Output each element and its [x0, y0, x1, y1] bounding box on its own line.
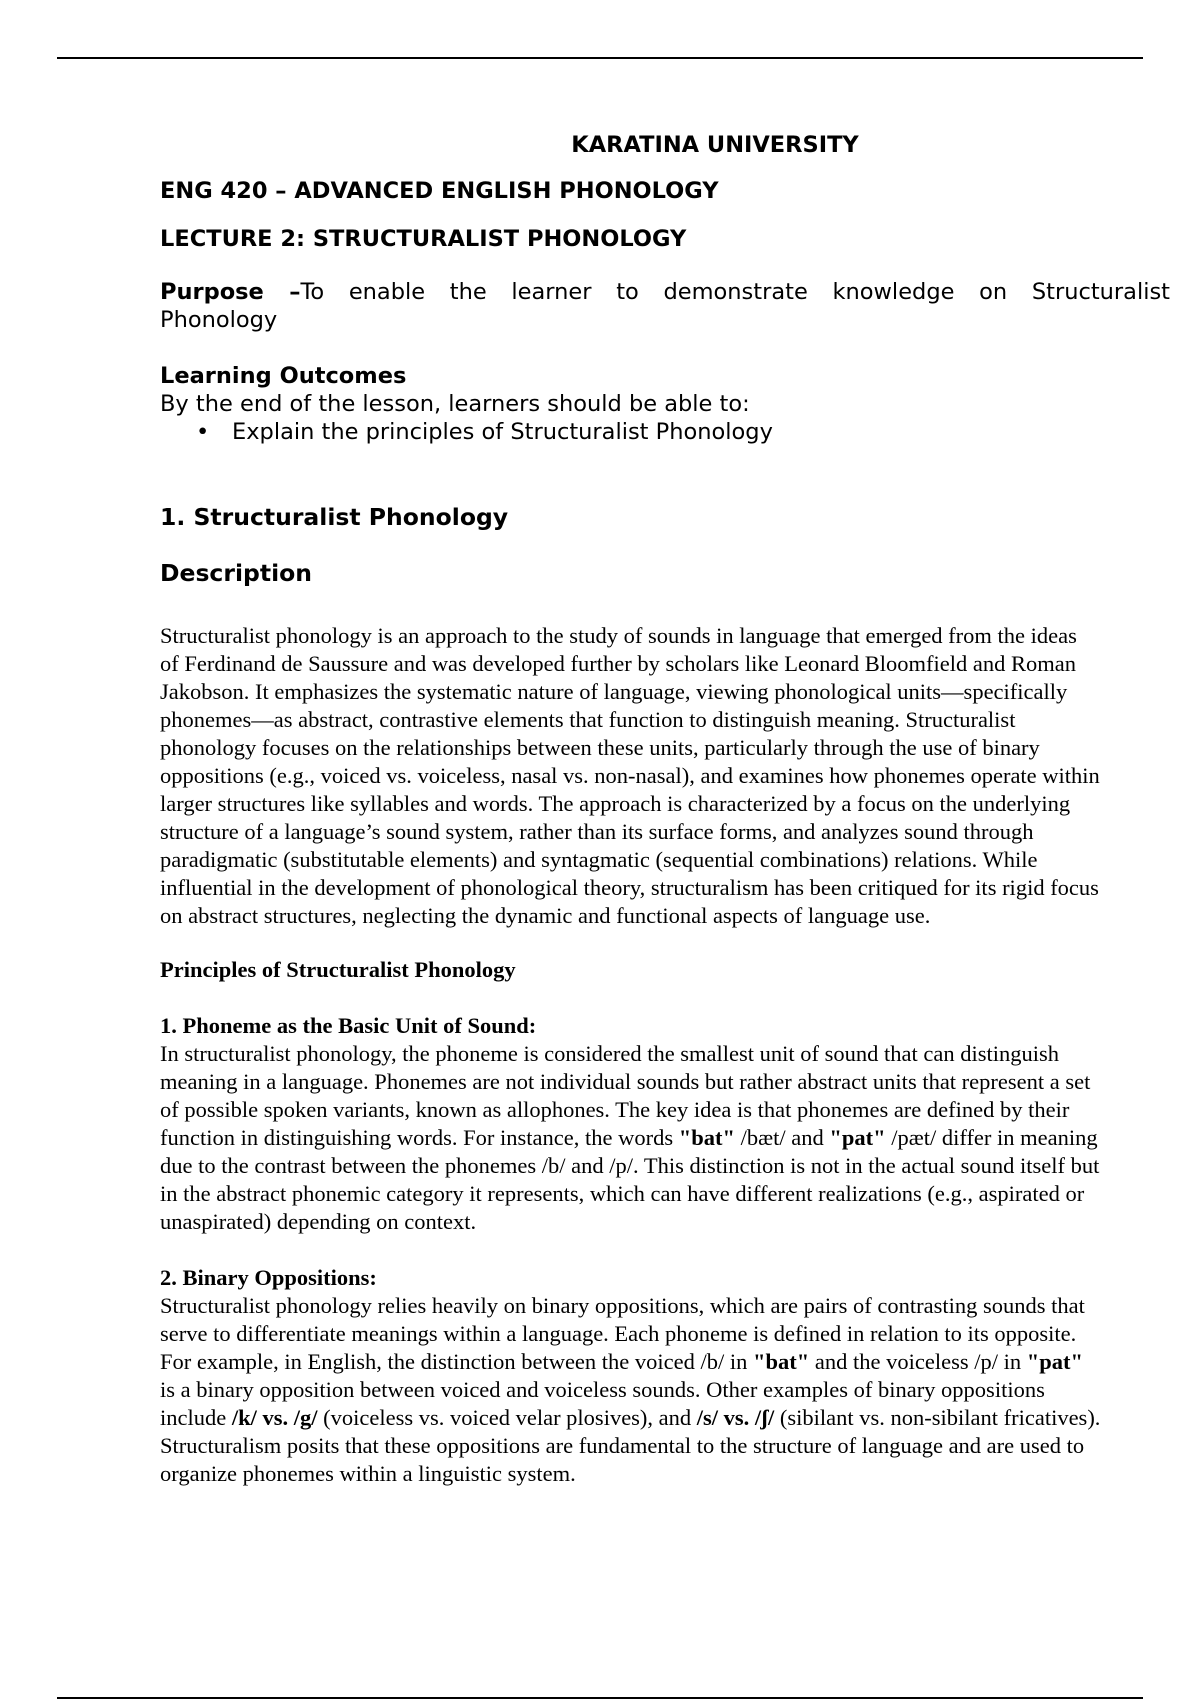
bottom-rule — [57, 1697, 1143, 1699]
description-line: paradigmatic (substitutable elements) and syntagmatic (sequential combinations) relations. While — [160, 847, 1038, 872]
principle-2-paragraph — [160, 1292, 1170, 1488]
description-line: influential in the development of phonological theory, structuralism has been critiqued for its rigid focus — [160, 875, 1099, 900]
purpose-paragraph — [160, 278, 1170, 334]
description-line: Jakobson. It emphasizes the systematic nature of language, viewing phonological units—specifically — [160, 679, 1068, 704]
purpose-label: Purpose – — [160, 279, 301, 305]
university-title: KARATINA UNIVERSITY — [571, 132, 859, 158]
principle-1-line: In structuralist phonology, the phoneme is considered the smallest unit of sound that can distinguish — [160, 1041, 1060, 1066]
text-run: /bæt/ and — [734, 1125, 830, 1150]
principle-1-line: unaspirated) depending on context. — [160, 1209, 477, 1234]
bullet-icon: • — [196, 419, 210, 445]
principle-1-line: due to the contrast between the phonemes /b/ and /p/. This distinction is not in the actual sound itself but — [160, 1153, 1100, 1178]
learning-outcomes-intro: By the end of the lesson, learners should be able to: — [160, 391, 750, 417]
learning-outcomes-title: Learning Outcomes — [160, 363, 407, 389]
text-run: For example, in English, the distinction between the voiced /b/ in — [160, 1349, 754, 1374]
principle-2-line: organize phonemes within a linguistic system. — [160, 1461, 576, 1486]
description-line: structure of a language’s sound system, rather than its surface forms, and analyzes sound through — [160, 819, 1034, 844]
text-run: (sibilant vs. non-sibilant fricatives). — [774, 1405, 1101, 1430]
example-word-bat: "bat" — [753, 1349, 810, 1374]
course-title: ENG 420 – ADVANCED ENGLISH PHONOLOGY — [160, 178, 719, 204]
text-run: and the voiceless /p/ in — [809, 1349, 1027, 1374]
text-run: function in distinguishing words. For instance, the words — [160, 1125, 679, 1150]
example-word-pat: "pat" — [1026, 1349, 1083, 1374]
principle-2-line: Structuralist phonology relies heavily on binary oppositions, which are pairs of contrasting sounds that — [160, 1293, 1085, 1318]
description-line: of Ferdinand de Saussure and was developed further by scholars like Leonard Bloomfield and Roman — [160, 651, 1077, 676]
list-item — [160, 418, 1170, 446]
example-word-pat: "pat" — [829, 1125, 886, 1150]
purpose-line-1 — [160, 278, 1170, 306]
text-run: (voiceless vs. voiced velar plosives), and — [317, 1405, 697, 1430]
description-title: Description — [160, 559, 312, 587]
purpose-text-2: Phonology — [160, 307, 278, 333]
description-line: oppositions (e.g., voiced vs. voiceless, nasal vs. non-nasal), and examines how phonemes operate within — [160, 763, 1100, 788]
text-run: /pæt/ differ in meaning — [885, 1125, 1098, 1150]
example-word-bat: "bat" — [678, 1125, 735, 1150]
description-line: on abstract structures, neglecting the dynamic and functional aspects of language use. — [160, 903, 931, 928]
description-line: larger structures like syllables and words. The approach is characterized by a focus on the underlying — [160, 791, 1071, 816]
lecture-title: LECTURE 2: STRUCTURALIST PHONOLOGY — [160, 226, 687, 252]
description-line: phonology focuses on the relationships between these units, particularly through the use of binary — [160, 735, 1040, 760]
principle-2-line: serve to differentiate meanings within a language. Each phoneme is defined in relation to its opposite. — [160, 1321, 1077, 1346]
description-paragraph — [160, 622, 1170, 930]
principle-2-title: 2. Binary Oppositions: — [160, 1265, 377, 1290]
principle-2-line: is a binary opposition between voiced and voiceless sounds. Other examples of binary oppositions — [160, 1377, 1045, 1402]
purpose-text-1: To enable the learner to demonstrate knowledge on Structuralist — [300, 279, 1171, 305]
principles-title: Principles of Structuralist Phonology — [160, 957, 516, 982]
description-line: phonemes—as abstract, contrastive elements that function to distinguish meaning. Structuralist — [160, 707, 1016, 732]
principle-2-line — [160, 1404, 1170, 1432]
top-rule — [57, 57, 1143, 59]
principle-1-line — [160, 1124, 1170, 1152]
document-page — [160, 128, 1170, 1488]
example-pair-s-sh: /s/ vs. /ʃ/ — [696, 1405, 775, 1430]
principle-1-title: 1. Phoneme as the Basic Unit of Sound: — [160, 1013, 537, 1038]
text-run: include — [160, 1405, 232, 1430]
principle-2-line: Structuralism posits that these oppositions are fundamental to the structure of language and are used to — [160, 1433, 1085, 1458]
principle-1-line: in the abstract phonemic category it represents, which can have different realizations (e.g., aspirated or — [160, 1181, 1085, 1206]
principle-1-line: of possible spoken variants, known as allophones. The key idea is that phonemes are defined by their — [160, 1097, 1070, 1122]
example-pair-k-g: /k/ vs. /g/ — [231, 1405, 318, 1430]
learning-outcomes-list — [160, 418, 1170, 446]
principle-1-paragraph — [160, 1040, 1170, 1236]
description-line: Structuralist phonology is an approach to the study of sounds in language that emerged from the ideas — [160, 623, 1077, 648]
outcome-text: Explain the principles of Structuralist Phonology — [232, 419, 773, 445]
principle-1-line: meaning in a language. Phonemes are not individual sounds but rather abstract units that represent a set — [160, 1069, 1091, 1094]
principle-2-line — [160, 1348, 1170, 1376]
section-title: 1. Structuralist Phonology — [160, 503, 509, 531]
